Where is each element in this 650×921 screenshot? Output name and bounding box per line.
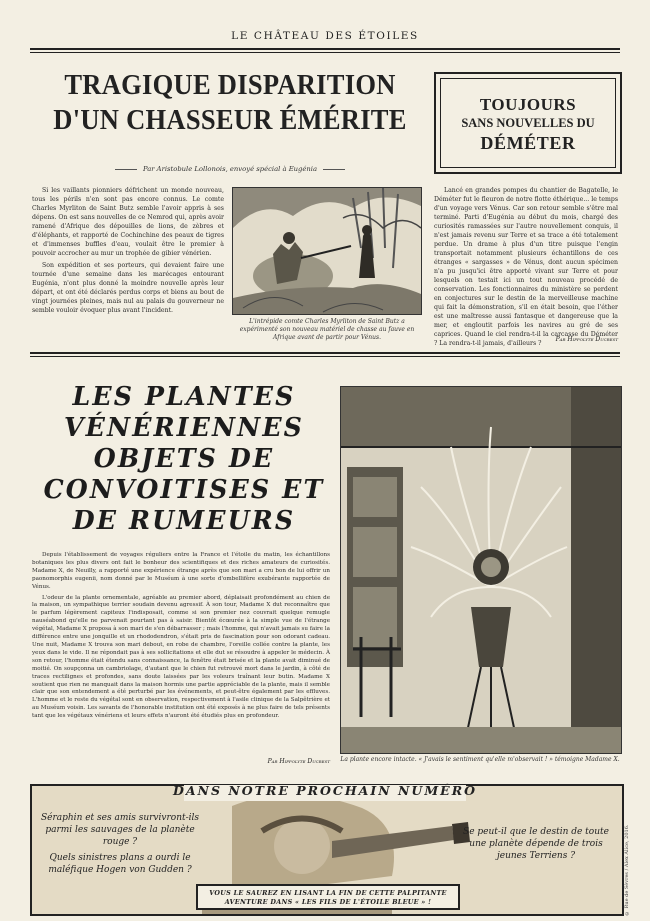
article2-headline-line4: CONVOITISES ET: [43, 475, 325, 505]
article2-headline-line2: VÉNÉRIENNES: [63, 413, 305, 443]
hunter-engraving: [232, 187, 422, 315]
masthead-rule-thin: [30, 52, 620, 53]
sidebar-signature: Par Hippolyte Ducrest: [555, 336, 618, 343]
hunter-caption: L'intrépide comte Charles Myrliton de Saint Butz a expérimenté son nouveau matériel de chasse au fauve en Afrique avant de partir pour Vénus.: [239, 318, 415, 341]
article1-byline: Par Aristobule Lollonois, envoyé spécial à Eugénia: [30, 165, 430, 173]
article2-para2: L'odeur de la plante ornementale, agréable au premier abord, déplaisait profondément au chien de la maison, un sympathique terrier soudain devenu agressif. À son tour, Madame X dut reconnaître que le parfum légèrement capiteux l'indisposait, comme si son premier nez couvrait quelque remugle nauséabond qu'elle ne parvenait pourtant pas à saisir. Bientôt écœurée à la simple vue de l'étrange végétal, Madame X proposa à son mari de s'en débarrasser ; mais l'homme, qui n'avait jamais su faire la différence entre une jonquille et un rhododendron, s'était pris de fascination pour son odorant cadeau. Une nuit, Madame X trouva son mari debout, en robe de chambre, l'oreille collée contre la plante, les yeux dans le vide. Il ne répondait pas à ses sollicitations et elle dut se résoudre à appeler le médecin. À son retour, l'homme était étendu sans connaissance, la fenêtre était brisée et la plante avait diminué de moitié. On soupçonna un cambriolage, d'autant que le chien fut retrouvé mort dans le jardin, à côté de traces rectilignes et profondes, sans doute laissées par les voleurs traînant leur butin. Madame X soutient que rien ne manquait dans la maison hormis une partie appréciable de la plante, mais il semble clair que son entendement a été perturbé par les événements, et peut-être également par les effluves. L'homme et le reste du végétal sont en observation, respectivement à l'asile clinique de la Salpêtrière et au Muséum voisin. Les savants de l'honorable institution ont été exposés à ne plus faire de tels présents tant que les végétaux vénériens et leurs effets n'auront été étudiés plus en profondeur.: [32, 594, 330, 720]
article2-para1: Depuis l'établissement de voyages réguliers entre la France et l'étoile du matin, les échantillons botaniques les plus divers ont fait le bonheur des scientifiques et des riches amateurs de curiosités. Madame X, de Neuilly, a rapporté une expérience étrange après que son mari a cru bon de lui offrir un paonomorphis eugenii, nom donné par le Muséum à une sorte d'ombellifère exubérante rapportée de Vénus.: [32, 552, 330, 590]
sidebar-title-line2: SANS NOUVELLES DU: [461, 116, 595, 130]
article1-headline-line2: D'UN CHASSEUR ÉMÉRITE: [53, 105, 407, 136]
article2-signature: Par Hippolyte Ducrest: [267, 758, 330, 765]
teaser-left-1: Séraphin et ses amis survivront-ils parmi les sauvages de la planète rouge ?: [40, 813, 200, 847]
article2-headline-line5: DE RUMEURS: [72, 506, 296, 536]
next-issue-footer-line1: VOUS LE SAUREZ EN LISANT LA FIN DE CETTE PALPITANTE: [209, 889, 447, 897]
teaser-right: Se peut-il que le destin de toute une planète dépende de trois jeunes Terriens ?: [463, 827, 609, 861]
next-issue-footer-box: [196, 884, 460, 910]
sidebar-body: [434, 186, 618, 351]
article2-headline: [39, 382, 330, 537]
article2-body: [32, 552, 330, 724]
masthead-rule: [30, 48, 620, 50]
article1-para1: Si les vaillants pionniers défrichent un monde nouveau, tous les périls n'en sont pas encore connus. Le comte Charles Myrliton de Saint Butz semble l'avoir appris à ses dépens. On est sans nouvelles de ce Nemrod qui, après avoir ramené d'Afrique des dépouilles de lions, de zèbres et d'éléphants, et rapporté de Cochinchine des peaux de tigres et d'immenses buffles d'eau, voulait être le premier à pouvoir accrocher au mur un trophée de gibier vénérien.: [32, 187, 224, 257]
sidebar-title-line3: DÉMÉTER: [480, 133, 576, 153]
copyright: © Rue de Sèvres / Alex Alice, 2016.: [624, 824, 630, 916]
next-issue-title: DANS NOTRE PROCHAIN NUMÉRO: [173, 783, 477, 798]
next-issue-footer-line2: AVENTURE DANS « LES FILS DE L'ÉTOILE BLEUE » !: [224, 898, 432, 906]
article1-headline: [44, 68, 416, 138]
teaser-left-2: Quels sinistres plans a ourdi le maléfique Hogen von Gudden ?: [48, 853, 192, 875]
article1-body: [32, 186, 224, 318]
sidebar-para: Lancé en grandes pompes du chantier de Bagatelle, le Déméter fut le fleuron de notre flotte éthérique... le temps d'un voyage vers Vénus. Car son retour semble s'être mal terminé. Parti d'Eugénia au début du mois, chargé des curiosités ramassées sur l'autre nouvellement conquis, il n'est jamais revenu sur Terre et sa trace a été totalement perdue. Un drame à plus d'un titre puisque l'engin transportait notamment plusieurs échantillons de ces étranges « sargasses » de Vénus, dont aucun spécimen n'a pu jusqu'ici être apporté vivant sur Terre et pour lesquels on testait ici un tout nouveau procédé de conservation. Les fonctionnaires du ministère se perdent en conjectures sur le destin de la merveilleuse machine qui fait la démonstration, s'il en était besoin, que l'éther est une maîtresse aussi fantasque et dangereuse que la mer, et engloutit parfois les navires au gré de ses caprices. Quand le ciel rendra-t-il la carcasse du Déméter ? La rendra-t-il jamais, d'ailleurs ?: [434, 187, 618, 347]
article2-headline-line3: OBJETS DE: [93, 444, 275, 474]
plant-caption: La plante encore intacte. « J'avais le sentiment qu'elle m'observait ! » témoigne Madame X.: [340, 756, 620, 763]
sidebar-title-line1: TOUJOURS: [479, 95, 577, 114]
article1-para2: Son expédition et ses porteurs, qui devaient faire une tournée d'une semaine dans les marécages entourant Eugénia, n'ont plus donné la moindre nouvelle après leur départ, et ont été déclarés perdus corps et biens au bout de vingt journées pleines, mais nul au palais du gouverneur ne semble vouloir évoquer plus avant l'incident.: [32, 262, 224, 314]
sidebar-title-box: [434, 72, 622, 174]
masthead: LE CHÂTEAU DES ÉTOILES: [231, 30, 419, 42]
section-rule: [30, 352, 620, 354]
plant-engraving: [340, 386, 622, 754]
article1-headline-line1: TRAGIQUE DISPARITION: [64, 70, 396, 101]
section-rule-thin: [30, 356, 620, 357]
article2-headline-line1: LES PLANTES: [72, 382, 296, 412]
